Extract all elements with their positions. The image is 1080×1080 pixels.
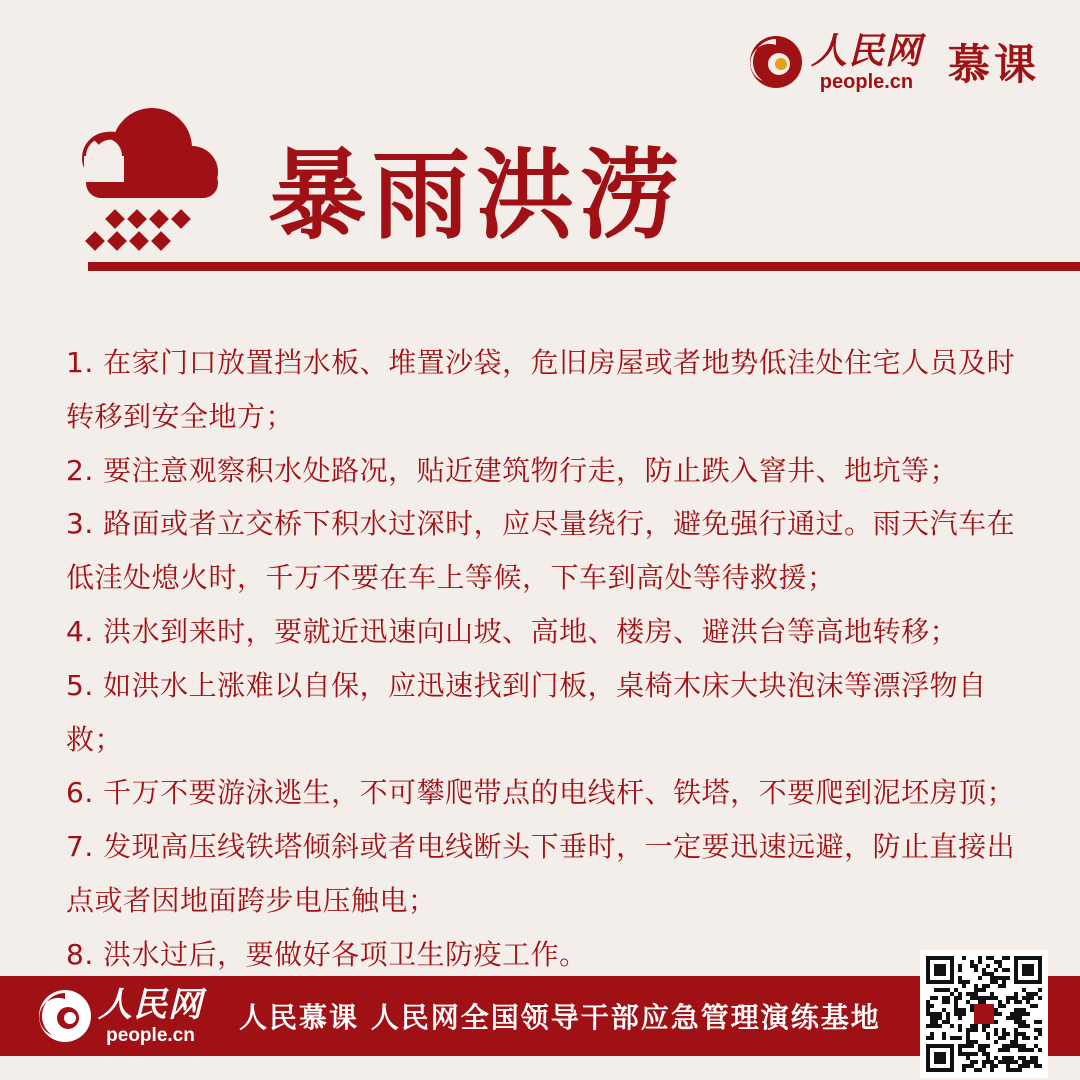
header-brand (747, 24, 1040, 100)
list-item: 2. 要注意观察积水处路况，贴近建筑物行走，防止跌入窨井、地坑等； (66, 453, 959, 487)
footer-logo-chinese: 人民网 (98, 985, 203, 1025)
list-item: 3. 路面或者立交桥下积水过深时，应尽量绕行，避免强行通过。雨天汽车在低洼处熄火时，千万不要在车上等候，下车到高处等待救援； (66, 507, 1016, 595)
list-item: 5. 如洪水上涨难以自保，应迅速找到门板，桌椅木床大块泡沫等漂浮物自救； (66, 668, 987, 756)
logo-wordmark (811, 31, 922, 93)
qr-code-icon (920, 950, 1048, 1078)
logo-chinese: 人民网 (810, 30, 922, 72)
safety-tips-list (66, 336, 1016, 982)
footer-caption: 人民慕课 人民网全国领导干部应急管理演练基地 (239, 1001, 881, 1034)
logo-english: people.cn (819, 71, 914, 93)
list-item: 6. 千万不要游泳逃生，不可攀爬带点的电线杆、铁塔，不要爬到泥坯房顶； (66, 776, 1016, 810)
list-item: 8. 洪水过后，要做好各项卫生防疫工作。 (66, 937, 588, 971)
list-item: 1. 在家门口放置挡水板、堆置沙袋，危旧房屋或者地势低洼处住宅人员及时转移到安全地方； (66, 346, 1016, 433)
footer-logo-english: people.cn (106, 1025, 195, 1046)
title-divider (88, 262, 1080, 271)
page-title: 暴雨洪涝 (268, 138, 685, 253)
footer-logo-wordmark (98, 985, 203, 1047)
list-item: 4. 洪水到来时，要就近迅速向山坡、高地、楼房、避洪台等高地转移； (66, 614, 959, 648)
storm-cloud-icon (70, 96, 230, 256)
people-daily-logo-icon (747, 33, 805, 91)
product-name: 慕课 (947, 40, 1040, 89)
footer-bar (0, 976, 1080, 1056)
people-daily-logo-icon (36, 987, 94, 1045)
list-item: 7. 发现高压线铁塔倾斜或者电线断头下垂时，一定要迅速远避，防止直接出点或者因地面跨步电压触电； (66, 830, 1016, 917)
